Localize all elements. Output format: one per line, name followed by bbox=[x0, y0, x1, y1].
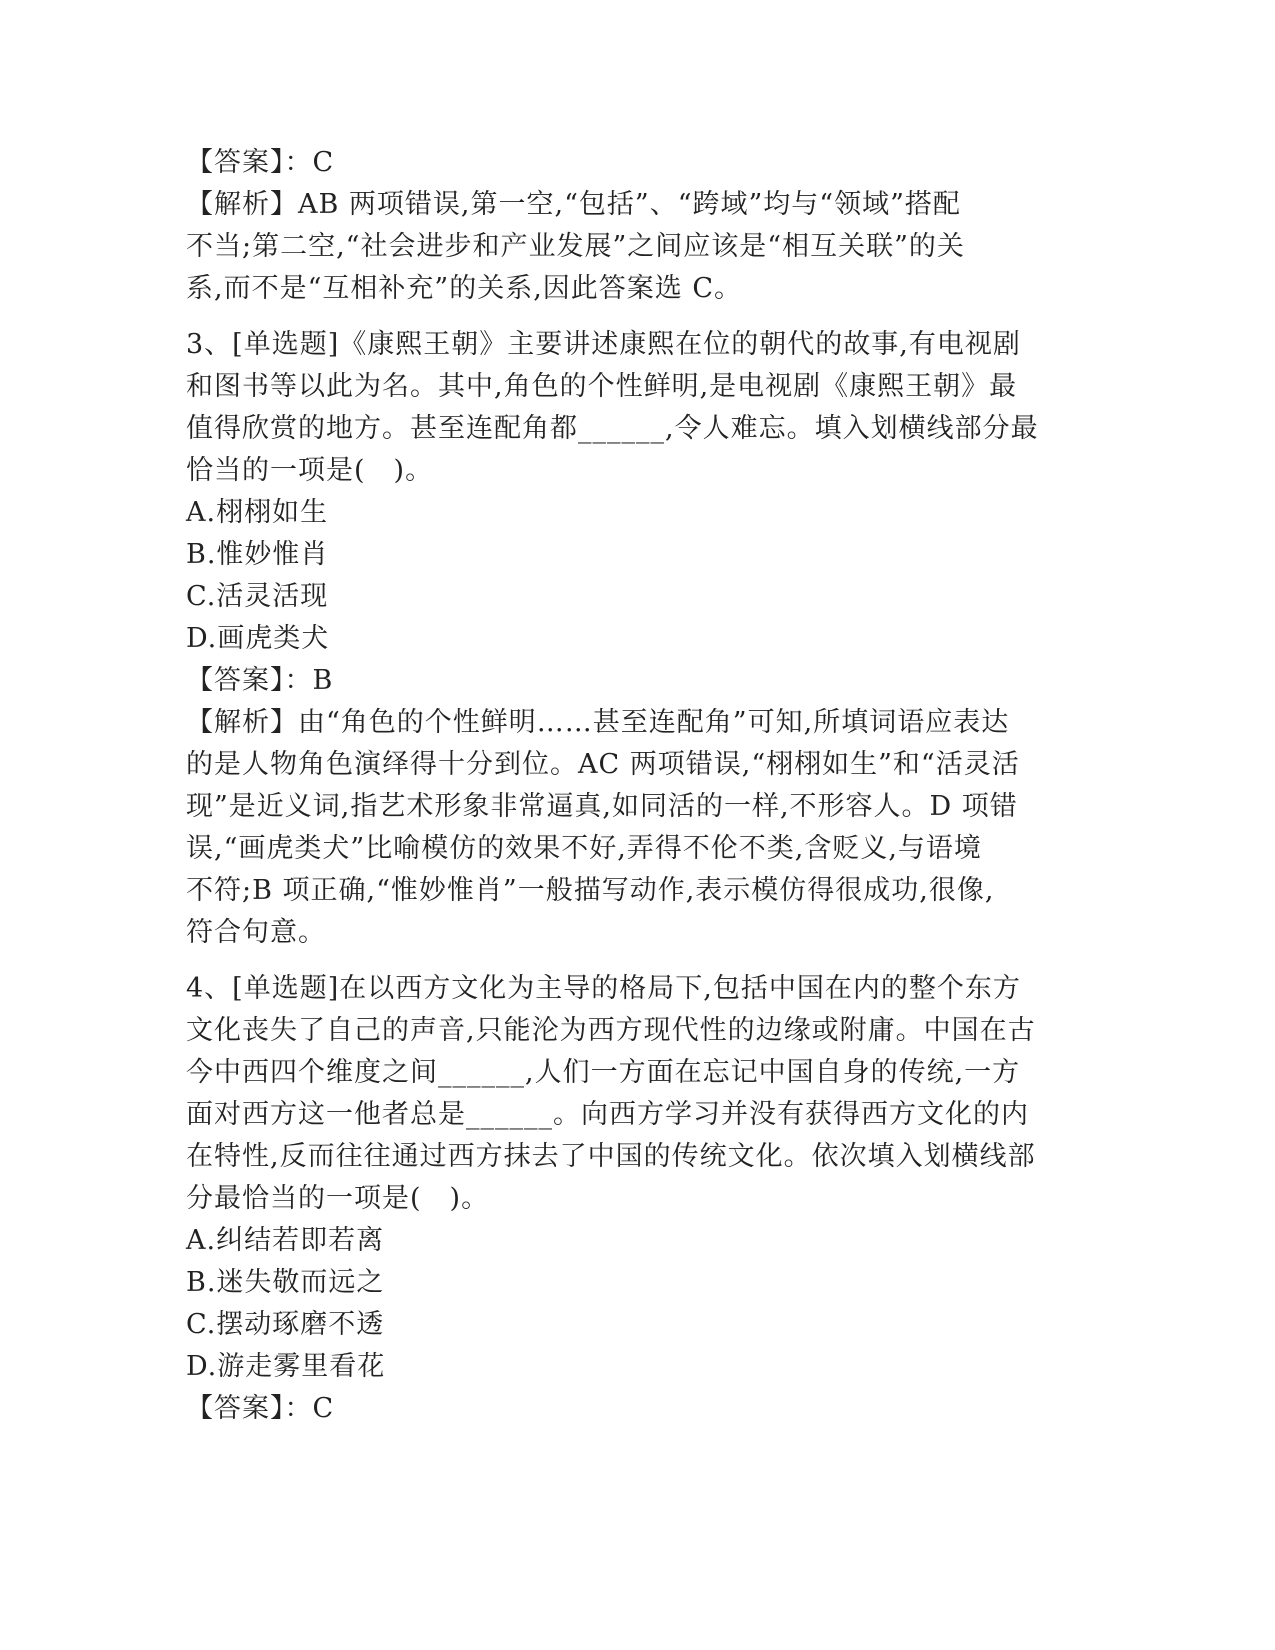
q4-stem-line: 4、[单选题]在以西方文化为主导的格局下,包括中国在内的整个东方 bbox=[186, 973, 1021, 1004]
q3-analysis-line: 不符;B 项正确,“惟妙惟肖”一般描写动作,表示模仿得很成功,很像, bbox=[186, 875, 995, 906]
q4-option-b: B.迷失敬而远之 bbox=[186, 1267, 385, 1298]
q4-answer: 【答案】：C bbox=[186, 1393, 335, 1424]
q3-option-b: B.惟妙惟肖 bbox=[186, 539, 329, 570]
q4-stem-line: 分最恰当的一项是( )。 bbox=[186, 1183, 490, 1214]
q3-analysis-line: 的是人物角色演绎得十分到位。AC 两项错误,“栩栩如生”和“活灵活 bbox=[186, 749, 1020, 780]
q4-option-a: A.纠结若即若离 bbox=[186, 1225, 385, 1256]
q3-analysis-line: 误,“画虎类犬”比喻模仿的效果不好,弄得不伦不类,含贬义,与语境 bbox=[186, 833, 982, 864]
q4-stem-line: 今中西四个维度之间______,人们一方面在忘记中国自身的传统,一方 bbox=[186, 1057, 1021, 1088]
q3-option-c: C.活灵活现 bbox=[186, 581, 329, 612]
q4-option-c: C.摆动琢磨不透 bbox=[186, 1309, 385, 1340]
q3-stem-line: 3、[单选题]《康熙王朝》主要讲述康熙在位的朝代的故事,有电视剧 bbox=[186, 329, 1021, 360]
question-3 bbox=[186, 324, 1086, 954]
q2-analysis-line: 【解析】AB 两项错误,第一空,“包括”、“跨域”均与“领域”搭配 bbox=[186, 189, 961, 220]
q3-analysis-line: 现”是近义词,指艺术形象非常逼真,如同活的一样,不形容人。D 项错 bbox=[186, 791, 1018, 822]
question-2-tail bbox=[186, 142, 1086, 310]
q3-stem-line: 和图书等以此为名。其中,角色的个性鲜明,是电视剧《康熙王朝》最 bbox=[186, 371, 1018, 402]
q3-analysis-line: 【解析】由“角色的个性鲜明……甚至连配角”可知,所填词语应表达 bbox=[186, 707, 1010, 738]
q3-option-a: A.栩栩如生 bbox=[186, 497, 329, 528]
q4-stem-line: 面对西方这一他者总是______。向西方学习并没有获得西方文化的内 bbox=[186, 1099, 1029, 1130]
q2-analysis-line: 系,而不是“互相补充”的关系,因此答案选 C。 bbox=[186, 273, 743, 304]
q4-option-d: D.游走雾里看花 bbox=[186, 1351, 386, 1382]
q3-analysis-line: 符合句意。 bbox=[186, 917, 326, 948]
q3-option-d: D.画虎类犬 bbox=[186, 623, 330, 654]
q3-answer: 【答案】：B bbox=[186, 665, 334, 696]
q2-analysis-line: 不当;第二空,“社会进步和产业发展”之间应该是“相互关联”的关 bbox=[186, 231, 965, 262]
q3-stem-line: 值得欣赏的地方。甚至连配角都______,令人难忘。填入划横线部分最 bbox=[186, 413, 1039, 444]
q4-stem-line: 在特性,反而往往通过西方抹去了中国的传统文化。依次填入划横线部 bbox=[186, 1141, 1036, 1172]
question-4 bbox=[186, 968, 1086, 1430]
q2-answer: 【答案】：C bbox=[186, 147, 335, 178]
q3-stem-line: 恰当的一项是( )。 bbox=[186, 455, 434, 486]
document-page bbox=[186, 142, 1086, 1430]
q4-stem-line: 文化丧失了自己的声音,只能沦为西方现代性的边缘或附庸。中国在古 bbox=[186, 1015, 1036, 1046]
